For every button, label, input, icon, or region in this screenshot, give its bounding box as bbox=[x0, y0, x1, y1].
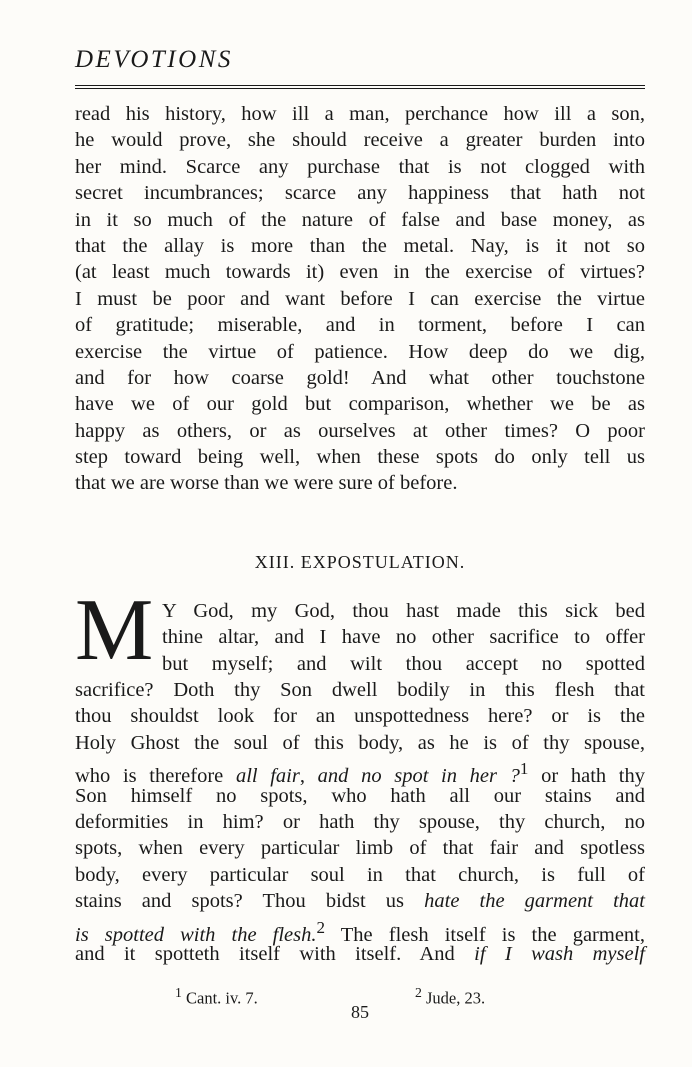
text-line: step toward being well, when these spots do only tell us bbox=[75, 446, 645, 469]
footnote-marker: 2 bbox=[415, 985, 422, 1000]
text-line: Y God, my God, thou hast made this sick bed bbox=[162, 600, 645, 622]
italic-phrase: and no spot in her ? bbox=[317, 765, 520, 787]
text-line: and for how coarse gold! And what other touchstone bbox=[75, 366, 645, 389]
text-line: (at least much towards it) even in the exercise of virtues? bbox=[75, 261, 645, 284]
text-line bbox=[75, 941, 645, 967]
text-line: I must be poor and want before I can exercise the virtue bbox=[75, 287, 645, 310]
text-line: thine altar, and I have no other sacrifice to offer bbox=[162, 626, 645, 649]
text-line: exercise the virtue of patience. How deep do we dig, bbox=[75, 340, 645, 363]
text-run: The flesh itself is the garment, bbox=[325, 923, 645, 946]
text-line: body, every particular soul in that church, is full of bbox=[75, 863, 645, 886]
text-line: sacrifice? Doth thy Son dwell bodily in this flesh that bbox=[75, 679, 645, 701]
header-rule-top bbox=[75, 85, 645, 86]
text-line bbox=[75, 756, 645, 787]
text-line bbox=[75, 888, 645, 914]
page-number: 85 bbox=[351, 1002, 369, 1022]
text-run: , bbox=[299, 765, 318, 787]
text-line: thou shouldst look for an unspottedness here? or is the bbox=[75, 705, 645, 728]
text-line: that we are worse than we were sure of before. bbox=[75, 472, 458, 495]
text-run: who is therefore bbox=[75, 765, 236, 787]
text-line: spots, when every particular limb of that fair and spotless bbox=[75, 837, 645, 860]
text-run: and it spotteth itself with itself. And bbox=[75, 942, 475, 965]
text-line: her mind. Scarce any purchase that is not clogged with bbox=[75, 155, 645, 178]
paragraph-continued bbox=[75, 101, 645, 497]
italic-phrase: if I wash myself bbox=[474, 942, 645, 965]
italic-phrase: all fair bbox=[235, 765, 300, 787]
header-rule-bottom bbox=[75, 88, 645, 89]
footnote-text: Jude, 23. bbox=[421, 988, 486, 1008]
text-line: in it so much of the nature of false and base money, as bbox=[75, 208, 645, 231]
paragraph-expostulation bbox=[75, 677, 645, 967]
section-heading: XIII. EXPOSTULATION. bbox=[254, 552, 466, 572]
footnote-text: Cant. iv. 7. bbox=[181, 988, 258, 1008]
text-run: or hath thy bbox=[528, 765, 645, 787]
text-line: of gratitude; miserable, and in torment, before I can bbox=[75, 314, 645, 337]
text-line bbox=[75, 915, 645, 946]
running-head: DEVOTIONS bbox=[75, 46, 233, 73]
text-line: but myself; and wilt thou accept no spotted bbox=[162, 652, 645, 675]
footnote-marker: 1 bbox=[175, 985, 182, 1000]
text-line: secret incumbrances; scarce any happiness that hath not bbox=[75, 182, 645, 205]
text-line: Holy Ghost the soul of this body, as he is of thy spouse, bbox=[75, 731, 645, 754]
italic-phrase: hate the garment that bbox=[424, 890, 645, 913]
paragraph-expostulation-indented bbox=[162, 598, 645, 677]
footnote-ref-1: 1 bbox=[519, 759, 529, 779]
text-line: happy as others, or as ourselves at other times? O poor bbox=[75, 419, 645, 442]
text-line: that the allay is more than the metal. Nay, is it not so bbox=[75, 234, 645, 257]
text-line: Son himself no spots, who hath all our stains and bbox=[75, 784, 645, 807]
text-line: read his history, how ill a man, perchance how ill a son, bbox=[75, 103, 645, 125]
text-line: have we of our gold but comparison, whether we be as bbox=[75, 393, 645, 416]
text-run: stains and spots? Thou bidst us bbox=[75, 890, 425, 913]
italic-phrase: is spotted with the flesh. bbox=[75, 923, 317, 946]
text-line: deformities in him? or hath thy spouse, thy church, no bbox=[75, 810, 645, 833]
drop-cap: M bbox=[75, 582, 154, 679]
text-line: he would prove, she should receive a greater burden into bbox=[75, 129, 645, 152]
footnote-ref-2: 2 bbox=[316, 917, 326, 937]
